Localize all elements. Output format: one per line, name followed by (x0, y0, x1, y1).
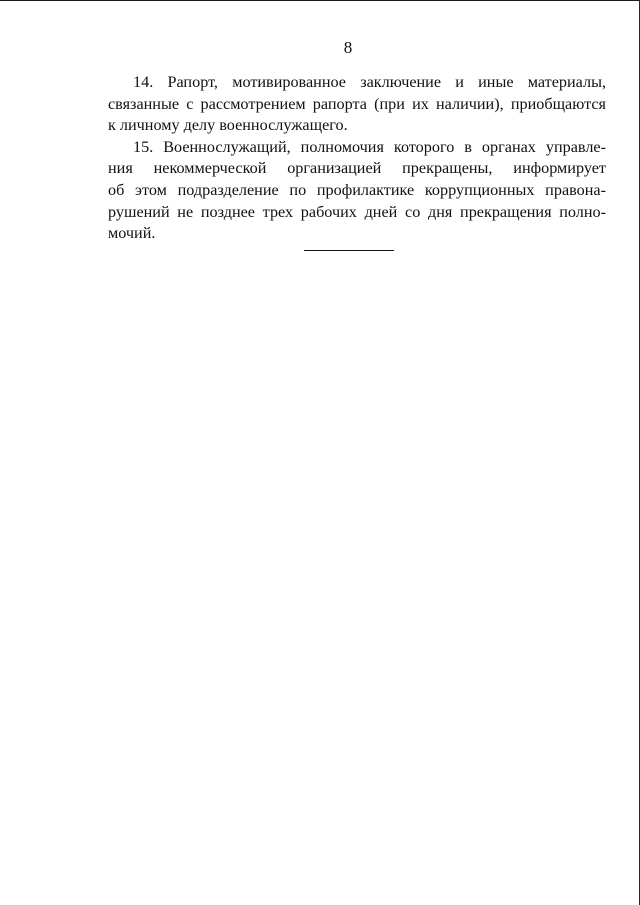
text-line: ния некоммерческой организацией прекращены, информирует (108, 159, 606, 178)
end-separator-line (304, 250, 394, 251)
scan-edge-top (0, 0, 640, 1)
text-line: 14. Рапорт, мотивированное заключение и иные материалы, (133, 73, 606, 91)
document-body (108, 72, 606, 245)
paragraph-15 (108, 137, 606, 245)
paragraph-14 (108, 72, 606, 137)
text-line: мочий. (108, 224, 156, 243)
text-line: связанные с рассмотрением рапорта (при их наличии), приобщаются (108, 94, 606, 113)
text-line: 15. Военнослужащий, полномочия которого в органах управле- (133, 137, 606, 156)
text-line: об этом подразделение по профилактике коррупционных правона- (108, 180, 606, 199)
text-line: рушений не позднее трех рабочих дней со дня прекращения полно- (108, 202, 606, 221)
page-number: 8 (343, 38, 353, 57)
text-line: к личному делу военнослужащего. (108, 116, 348, 135)
